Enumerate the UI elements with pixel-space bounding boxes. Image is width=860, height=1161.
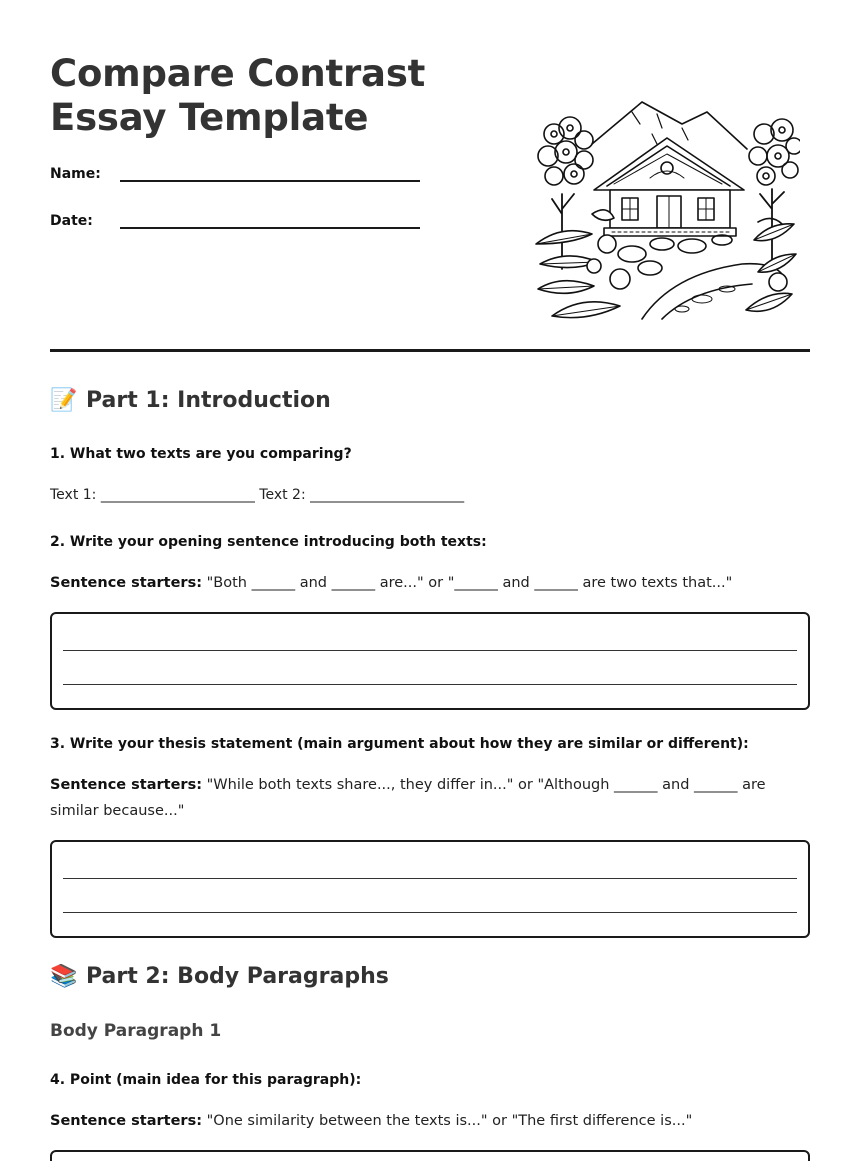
answer-rule — [63, 912, 797, 913]
memo-icon: 📝 — [50, 388, 78, 413]
part2-heading — [50, 964, 389, 989]
page-title: Compare Contrast Essay Template — [50, 52, 426, 139]
answer-rule — [63, 650, 797, 651]
question-2-starters — [50, 570, 810, 596]
starter-label: Sentence starters: — [50, 575, 203, 591]
answer-box-opening-sentence[interactable] — [50, 612, 810, 710]
question-2: 2. Write your opening sentence introducing both texts: — [50, 534, 487, 550]
worksheet-header — [50, 0, 810, 352]
part1-heading — [50, 388, 331, 413]
question-3-starters — [50, 772, 810, 824]
starter-label: Sentence starters: — [50, 777, 203, 793]
part2-heading-text: Part 2: Body Paragraphs — [86, 964, 389, 989]
answer-rule — [63, 878, 797, 879]
name-line[interactable] — [120, 180, 420, 182]
date-field[interactable] — [50, 213, 93, 229]
starter-label: Sentence starters: — [50, 1113, 203, 1129]
part1-heading-text: Part 1: Introduction — [86, 388, 331, 413]
date-label: Date: — [50, 213, 93, 229]
texts-blank-line[interactable]: Text 1: ______________________ Text 2: ______________________ — [50, 487, 465, 503]
question-4: 4. Point (main idea for this paragraph): — [50, 1072, 362, 1088]
worksheet-page — [50, 0, 810, 1129]
books-icon: 📚 — [50, 964, 78, 989]
starter-text: "While both texts share..., they differ in..." or "Although ______ and ______ are similar because..." — [50, 777, 766, 819]
answer-rule — [63, 684, 797, 685]
answer-box-thesis[interactable] — [50, 840, 810, 938]
starter-text: "One similarity between the texts is..." or "The first difference is..." — [206, 1113, 693, 1129]
name-label: Name: — [50, 166, 101, 182]
answer-box-point[interactable] — [50, 1150, 810, 1161]
cottage-illustration — [532, 94, 800, 326]
starter-text: "Both ______ and ______ are..." or "______ and ______ are two texts that..." — [206, 575, 733, 591]
question-1: 1. What two texts are you comparing? — [50, 446, 352, 462]
question-3: 3. Write your thesis statement (main argument about how they are similar or different): — [50, 736, 749, 752]
question-4-starters — [50, 1108, 810, 1134]
name-field[interactable] — [50, 166, 101, 182]
date-line[interactable] — [120, 227, 420, 229]
body-paragraph-1-heading: Body Paragraph 1 — [50, 1021, 222, 1041]
